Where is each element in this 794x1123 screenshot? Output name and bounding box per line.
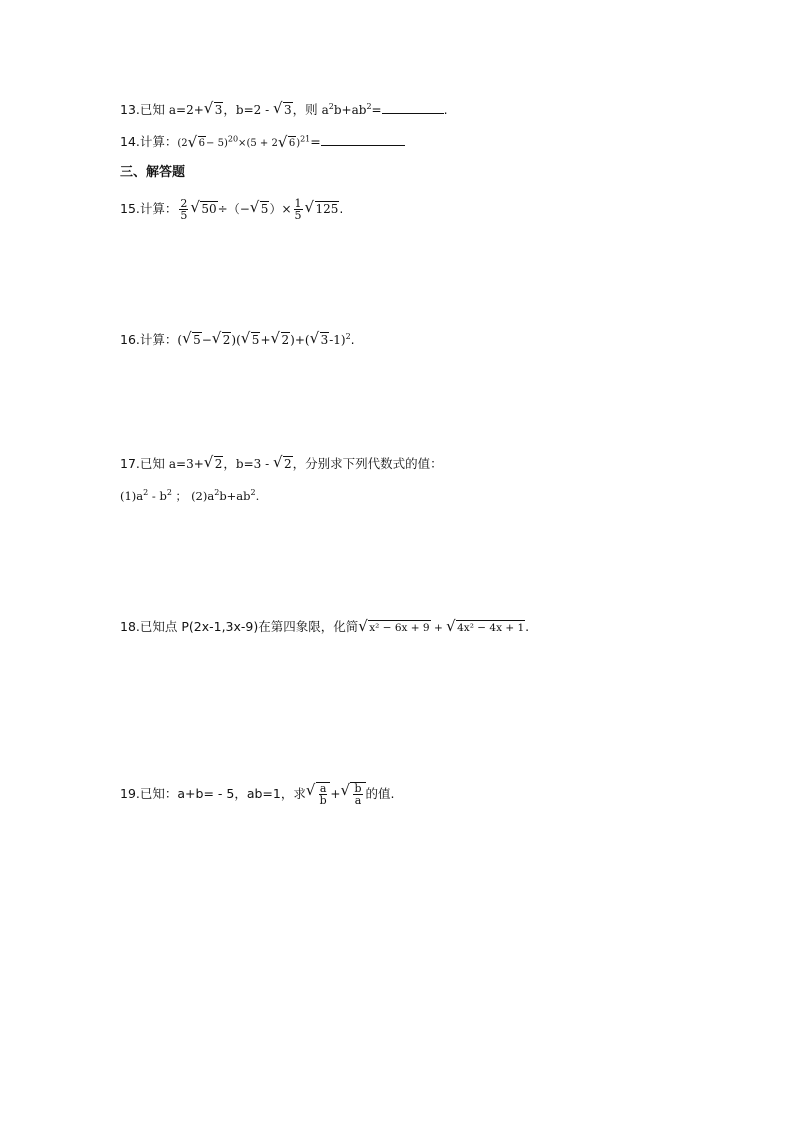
sqrt-expression-2: √ 4x² − 4x + 1 [447, 618, 525, 638]
expression: (√ 5−√ 2)(√ 5+√ 2)+(√ 3-1)$^2$ [177, 333, 350, 347]
question-16: 16.计算：(√ 5−√ 2)(√ 5+√ 2)+(√ 3-1)$^2$. [120, 330, 355, 350]
sqrt-b-over-a: √ $\frac{b}{a}$ [341, 782, 365, 806]
question-17-parts [120, 486, 259, 506]
sqrt-a-over-b: √ $\frac{a}{b}$ [307, 782, 331, 806]
sqrt-5: √ 5 [251, 199, 270, 219]
question-18-label: 18.已知点 P(2x-1,3x-9)在第四象限，化简 [120, 619, 359, 634]
a-definition: a=2+ [168, 103, 204, 117]
sqrt-2: √ 2 [205, 454, 224, 474]
expression: $a^2b+ab^2=$ [321, 102, 382, 117]
fraction-1-5: $\frac{1}{5}$ [294, 197, 302, 222]
question-18: 18.已知点 P(2x-1,3x-9)在第四象限，化简√ x² − 6x + 9 + √ 4x² − 4x + 1. [120, 617, 529, 638]
sqrt-2: √ 2 [274, 454, 293, 474]
answer-blank[interactable] [382, 101, 444, 114]
question-16-label: 16.计算： [120, 332, 178, 347]
question-15: 15.计算： $\frac{2}{5}$ √ 50÷（−√ 5）× $\frac{1}{5}$ √ 125. [120, 198, 343, 221]
question-13-label: 13.已知 [120, 102, 169, 117]
times-sign: × [238, 138, 247, 149]
b-definition: b=2 - [235, 103, 273, 117]
question-15-label: 15.计算： [120, 201, 178, 216]
question-14: 14.计算：(2√ 6− 5)$^{20}$×(5 + 2√ 6)$^{21}$= [120, 132, 405, 154]
section-heading: 三、解答题 [120, 165, 186, 180]
question-19-label: 19.已知：a+b= - 5，ab=1，求 [120, 786, 306, 801]
part-2: $(2)a^2b+ab^2$. [191, 488, 260, 503]
question-14-label: 14.计算： [120, 134, 178, 149]
sqrt-125: √ 125 [306, 199, 340, 219]
sqrt-50: √ 50 [191, 199, 217, 219]
power-expression-2: (5 + 2√ 6)$^{21}$ [246, 138, 310, 149]
question-17: 17.已知 a=3+√ 2，b=3 - √ 2，分别求下列代数式的值： [120, 454, 443, 474]
answer-blank[interactable] [321, 133, 405, 146]
question-19: 19.已知：a+b= - 5，ab=1，求 √ $\frac{a}{b}$ + √ $\frac{b}{a}$ 的值. [120, 782, 395, 806]
sqrt-3: √ 3 [274, 100, 293, 120]
power-expression-1: (2√ 6− 5)$^{20}$ [177, 138, 238, 149]
sqrt-expression-1: √ x² − 6x + 9 [359, 618, 430, 638]
fraction-2-5: $\frac{2}{5}$ [180, 197, 188, 222]
question-17-label: 17.已知 [120, 456, 169, 471]
part-1: $(1)a^2 - b^2$ ； [120, 488, 188, 503]
sqrt-3: √ 3 [205, 100, 224, 120]
question-13: 13.已知 a=2+√ 3，b=2 - √ 3，则 $a^2b+ab^2=$ . [120, 100, 448, 120]
